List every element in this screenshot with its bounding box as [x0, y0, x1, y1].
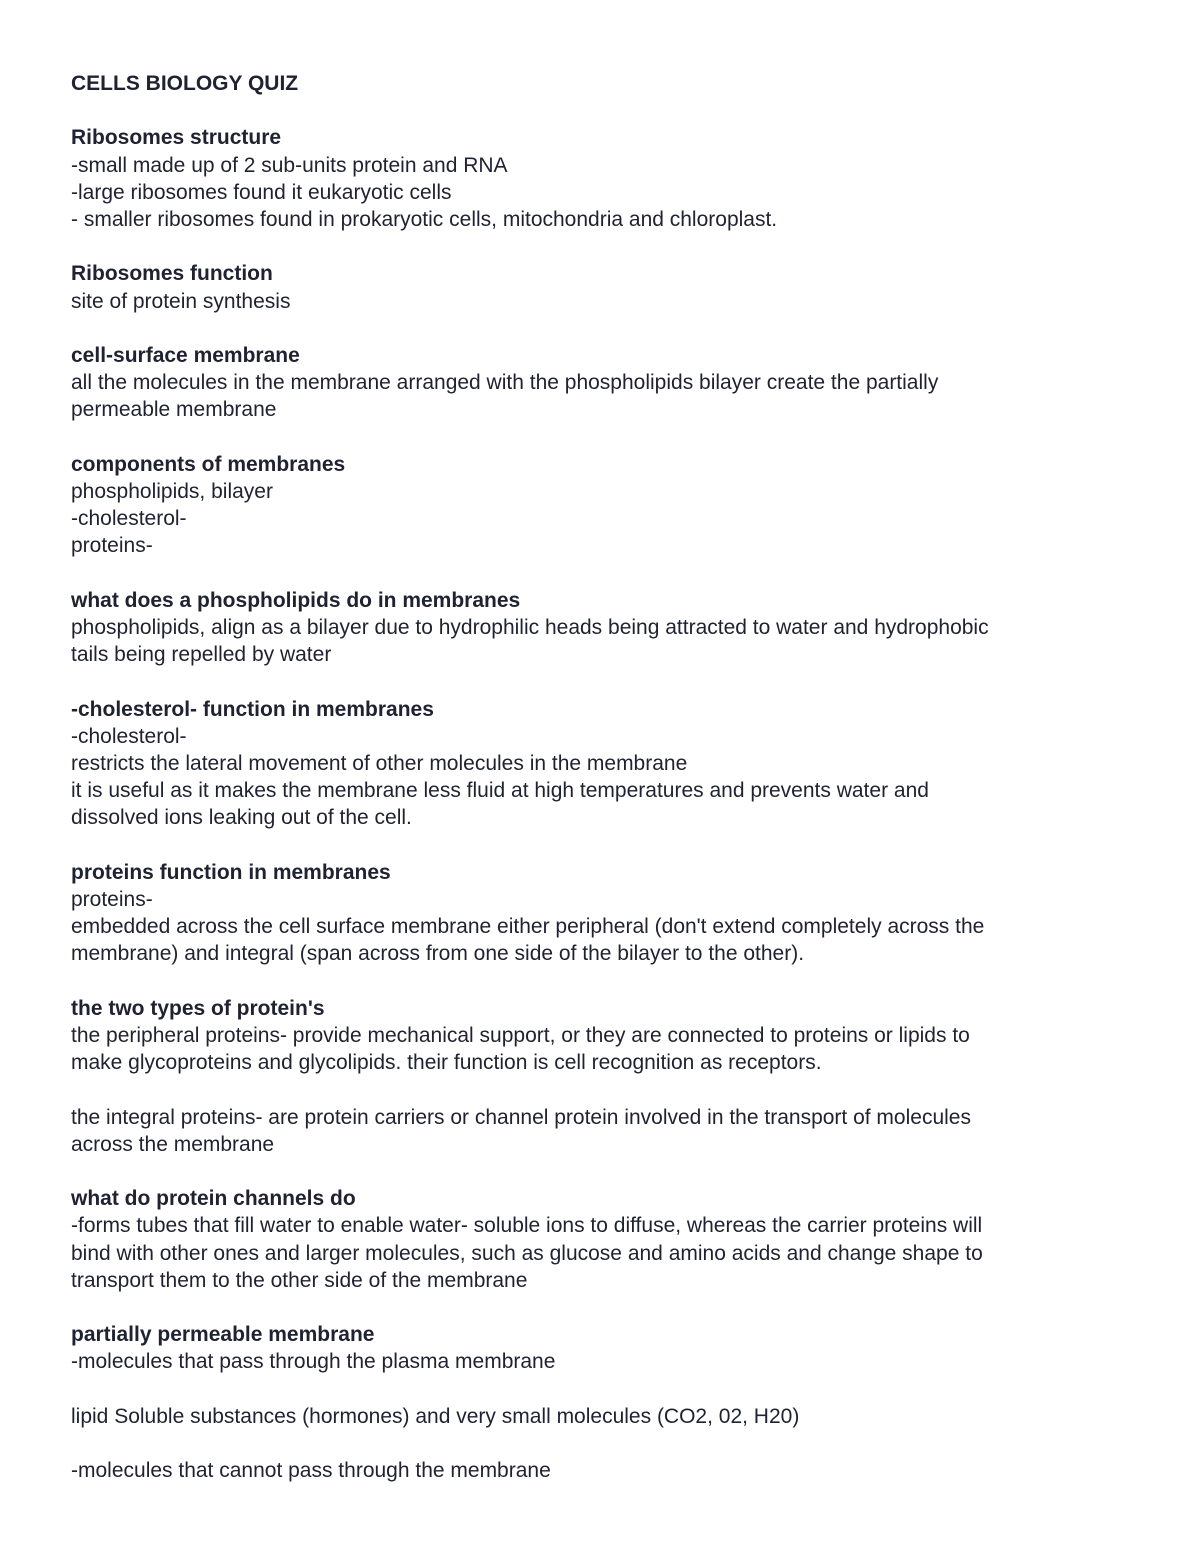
section-heading: what does a phospholipids do in membranes: [71, 588, 521, 612]
section-heading: what do protein channels do: [71, 1187, 356, 1211]
section-line: phospholipids, bilayer: [71, 479, 273, 503]
section-line: restricts the lateral movement of other molecules in the membrane: [71, 751, 688, 775]
section-line: -cholesterol-: [71, 507, 187, 531]
section-line: -cholesterol-: [71, 724, 187, 748]
quiz-section: [71, 260, 1140, 314]
section-line: - smaller ribosomes found in prokaryotic cells, mitochondria and chloroplast.: [71, 207, 778, 231]
section-line: the integral proteins- are protein carriers or channel protein involved in the transport of molecules: [71, 1105, 971, 1129]
quiz-section: [71, 995, 1140, 1158]
section-heading: the two types of protein's: [71, 996, 325, 1020]
section-line: phospholipids, align as a bilayer due to hydrophilic heads being attracted to water and hydrophobic: [71, 615, 989, 639]
section-heading: Ribosomes structure: [71, 126, 282, 150]
quiz-section: [71, 859, 1140, 968]
quiz-section: [71, 451, 1140, 560]
section-heading: proteins function in membranes: [71, 860, 391, 884]
section-line: site of protein synthesis: [71, 289, 291, 313]
section-heading: Ribosomes function: [71, 262, 273, 286]
section-heading: -cholesterol- function in membranes: [71, 697, 434, 721]
section-line: across the membrane: [71, 1132, 275, 1156]
document-title: CELLS BIOLOGY QUIZ: [71, 72, 299, 95]
section-line: bind with other ones and larger molecules, such as glucose and amino acids and change shape to: [71, 1241, 983, 1265]
section-line: transport them to the other side of the membrane: [71, 1268, 528, 1292]
section-line: permeable membrane: [71, 398, 277, 422]
section-heading: cell-surface membrane: [71, 343, 300, 367]
section-line: -molecules that cannot pass through the membrane: [71, 1459, 551, 1483]
blank-line: [71, 1076, 1140, 1103]
section-line: proteins-: [71, 534, 153, 558]
section-heading: components of membranes: [71, 452, 346, 476]
quiz-section: [71, 1185, 1140, 1294]
section-line: make glycoproteins and glycolipids. their function is cell recognition as receptors.: [71, 1051, 822, 1075]
blank-line: [71, 1376, 1140, 1403]
section-line: proteins-: [71, 887, 153, 911]
section-line: the peripheral proteins- provide mechanical support, or they are connected to proteins or lipids to: [71, 1023, 970, 1047]
section-line: -forms tubes that fill water to enable water- soluble ions to diffuse, whereas the carrier proteins will: [71, 1214, 983, 1238]
section-line: -large ribosomes found it eukaryotic cells: [71, 180, 452, 204]
sections-container: [71, 124, 1140, 1484]
section-line: it is useful as it makes the membrane less fluid at high temperatures and prevents water and: [71, 779, 929, 803]
section-line: all the molecules in the membrane arranged with the phospholipids bilayer create the partially: [71, 371, 939, 395]
section-line: -small made up of 2 sub-units protein and RNA: [71, 153, 508, 177]
quiz-section: [71, 696, 1140, 832]
blank-line: [71, 1430, 1140, 1457]
section-line: lipid Soluble substances (hormones) and very small molecules (CO2, 02, H20): [71, 1404, 800, 1428]
quiz-section: [71, 124, 1140, 233]
section-line: tails being repelled by water: [71, 643, 332, 667]
section-line: -molecules that pass through the plasma membrane: [71, 1350, 556, 1374]
section-line: embedded across the cell surface membrane either peripheral (don't extend completely across the: [71, 915, 985, 939]
quiz-section: [71, 1321, 1140, 1484]
section-heading: partially permeable membrane: [71, 1323, 375, 1347]
section-line: membrane) and integral (span across from one side of the bilayer to the other).: [71, 942, 805, 966]
quiz-section: [71, 587, 1140, 669]
quiz-section: [71, 342, 1140, 424]
section-line: dissolved ions leaking out of the cell.: [71, 806, 412, 830]
